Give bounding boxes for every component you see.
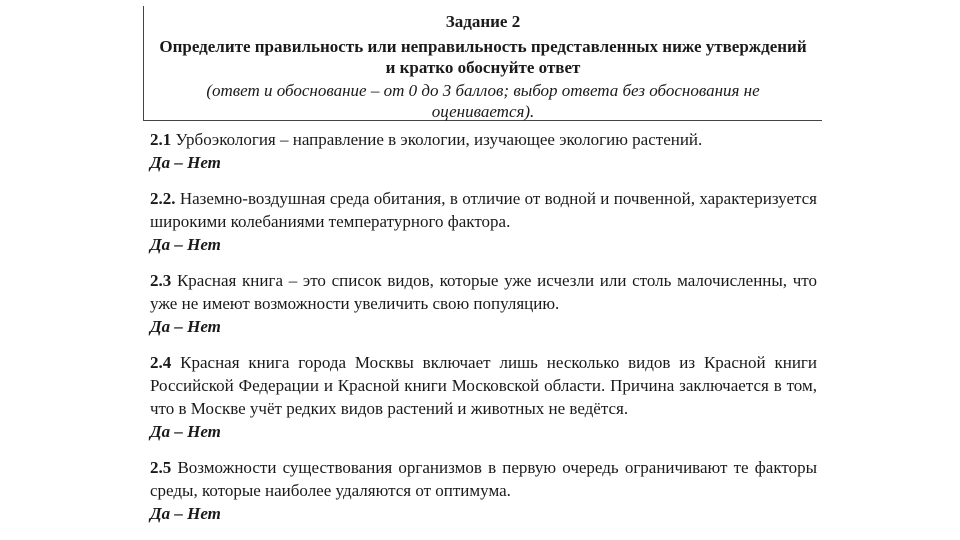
answer-options: Да – Нет [150, 153, 221, 172]
question-statement: Урбоэкология – направление в экологии, изучающее экологию растений. [175, 130, 703, 149]
question-text [150, 269, 817, 315]
task-instructions: Определите правильность или неправильность представленных ниже утверждений и кратко обоснуйте ответ [159, 37, 807, 77]
questions-list [150, 128, 817, 538]
question-statement: Красная книга города Москвы включает лишь несколько видов из Красной книги Российской Федерации и Красной книги Московской области. Причина заключается в том, что в Москве учёт редких видов растений и животных не ведётся. [150, 353, 818, 418]
question-text [150, 128, 817, 151]
question-2-1 [150, 128, 817, 174]
question-statement: Возможности существования организмов в первую очередь ограничивают те факторы среды, которые наиболее удаляются от оптимума. [150, 458, 817, 500]
question-2-5 [150, 456, 817, 525]
answer-options: Да – Нет [150, 504, 221, 523]
question-number: 2.5 [150, 458, 172, 477]
question-statement: Красная книга – это список видов, которые уже исчезли или столь малочисленны, что уже не имеют возможности увеличить свою популяцию. [150, 271, 818, 313]
task-header [143, 6, 822, 121]
question-number: 2.3 [150, 271, 172, 290]
question-number: 2.1 [150, 130, 172, 149]
task-scoring-note: (ответ и обоснование – от 0 до 3 баллов; выбор ответа без обоснования не оценивается). [206, 81, 760, 121]
question-2-3 [150, 269, 817, 338]
answer-options: Да – Нет [150, 317, 221, 336]
question-number: 2.2. [150, 189, 176, 208]
answer-options: Да – Нет [150, 422, 221, 441]
question-text [150, 351, 817, 420]
question-statement: Наземно-воздушная среда обитания, в отличие от водной и почвенной, характеризуется широкими колебаниями температурного фактора. [150, 189, 817, 231]
question-text [150, 456, 817, 502]
question-number: 2.4 [150, 353, 172, 372]
question-text [150, 187, 817, 233]
question-2-2 [150, 187, 817, 256]
question-2-4 [150, 351, 817, 443]
answer-options: Да – Нет [150, 235, 221, 254]
task-title: Задание 2 [445, 12, 521, 31]
